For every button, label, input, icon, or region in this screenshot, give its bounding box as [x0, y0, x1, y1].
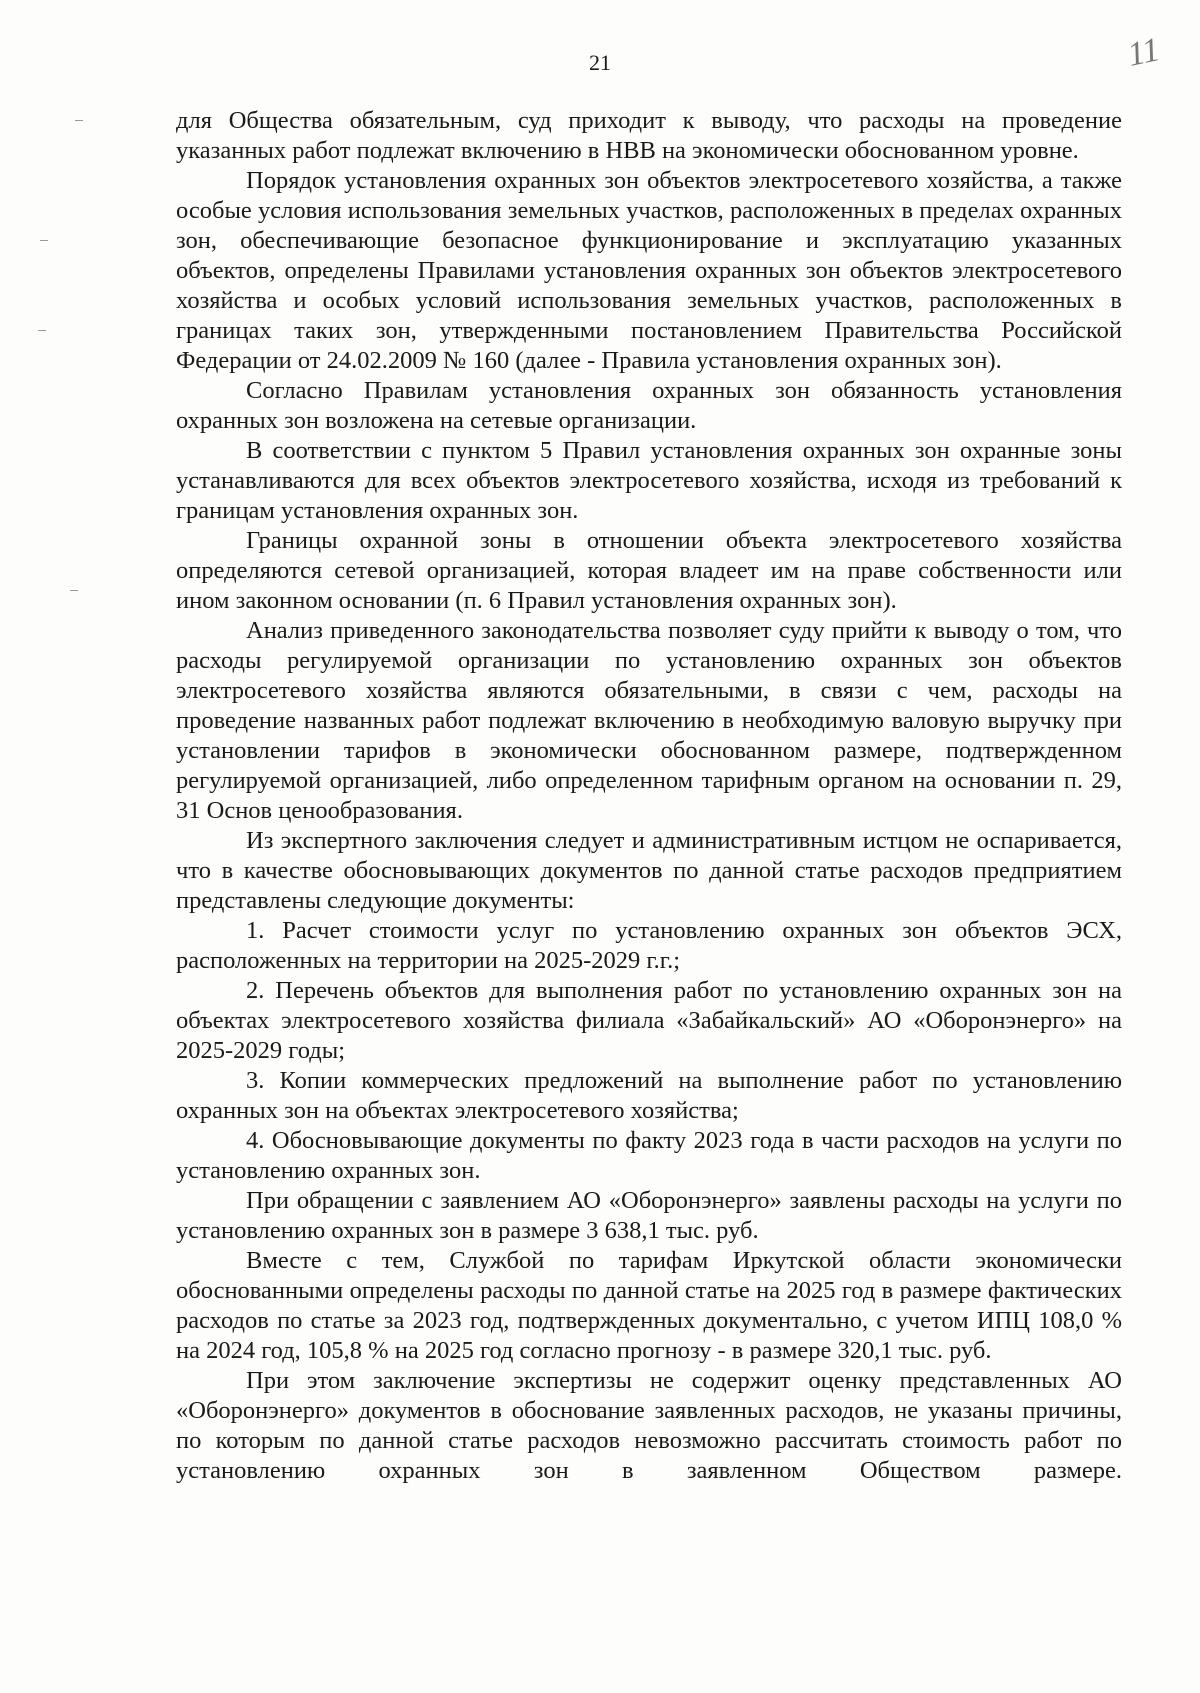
page-number: 21	[589, 50, 611, 75]
margin-mark	[38, 330, 46, 331]
margin-mark	[75, 120, 83, 121]
paragraph: Согласно Правилам установления охранных зон обязанность установления охранных зон возложена на сетевые организации.	[176, 377, 1122, 434]
paragraph: Вместе с тем, Службой по тарифам Иркутской области экономически обоснованными определены расходы по данной статье на 2025 год в размере фактических расходов по статье за 2023 год, подтвержденных документально, с учетом ИПЦ 108,0 % на 2024 год, 105,8 % на 2025 год согласно прогнозу - в размере 320,1 тыс. руб.	[176, 1247, 1122, 1364]
list-item: 3. Копии коммерческих предложений на выполнение работ по установлению охранных зон на объектах электросетевого хозяйства;	[176, 1067, 1122, 1124]
paragraph: Порядок установления охранных зон объектов электросетевого хозяйства, а также особые условия использования земельных участков, расположенных в пределах охранных зон, обеспечивающие безопасное функционирование и эксплуатацию указанных объектов, определены Правилами установления охранных зон объектов электросетевого хозяйства и особых условий использования земельных участков, расположенных в границах таких зон, утвержденными постановлением Правительства Российской Федерации от 24.02.2009 № 160 (далее - Правила установления охранных зон).	[176, 167, 1122, 374]
margin-mark	[40, 240, 48, 241]
list-item: 2. Перечень объектов для выполнения работ по установлению охранных зон на объектах электросетевого хозяйства филиала «Забайкальский» АО «Оборонэнерго» на 2025-2029 годы;	[176, 977, 1122, 1064]
paragraph: При этом заключение экспертизы не содержит оценку представленных АО «Оборонэнерго» документов в обоснование заявленных расходов, не указаны причины, по которым по данной статье расходов невозможно рассчитать стоимость работ по установлению охранных зон в заявленном Обществом размере.	[176, 1367, 1122, 1484]
paragraph: Из экспертного заключения следует и административным истцом не оспаривается, что в качестве обосновывающих документов по данной статье расходов предприятием представлены следующие документы:	[176, 827, 1122, 914]
paragraph: Границы охранной зоны в отношении объекта электросетевого хозяйства определяются сетевой организацией, которая владеет им на праве собственности или ином законном основании (п. 6 Правил установления охранных зон).	[176, 527, 1122, 614]
paragraph: для Общества обязательным, суд приходит к выводу, что расходы на проведение указанных работ подлежат включению в НВВ на экономически обоснованном уровне.	[176, 107, 1122, 164]
list-item: 1. Расчет стоимости услуг по установлению охранных зон объектов ЭСХ, расположенных на территории на 2025-2029 г.г.;	[176, 917, 1122, 974]
paragraph: Анализ приведенного законодательства позволяет суду прийти к выводу о том, что расходы регулируемой организации по установлению охранных зон объектов электросетевого хозяйства являются обязательными, в связи с чем, расходы на проведение названных работ подлежат включению в необходимую валовую выручку при установлении тарифов в экономически обоснованном размере, подтвержденном регулируемой организацией, либо определенном тарифным органом на основании п. 29, 31 Основ ценообразования.	[176, 617, 1122, 824]
paragraph: При обращении с заявлением АО «Оборонэнерго» заявлены расходы на услуги по установлению охранных зон в размере 3 638,1 тыс. руб.	[176, 1187, 1122, 1244]
handwritten-page-mark: 11	[1124, 31, 1163, 74]
paragraph: В соответствии с пунктом 5 Правил установления охранных зон охранные зоны устанавливаются для всех объектов электросетевого хозяйства, исходя из требований к границам установления охранных зон.	[176, 437, 1122, 524]
list-item: 4. Обосновывающие документы по факту 2023 года в части расходов на услуги по установлению охранных зон.	[176, 1127, 1122, 1184]
document-body	[176, 106, 1122, 1486]
margin-mark	[70, 590, 78, 591]
